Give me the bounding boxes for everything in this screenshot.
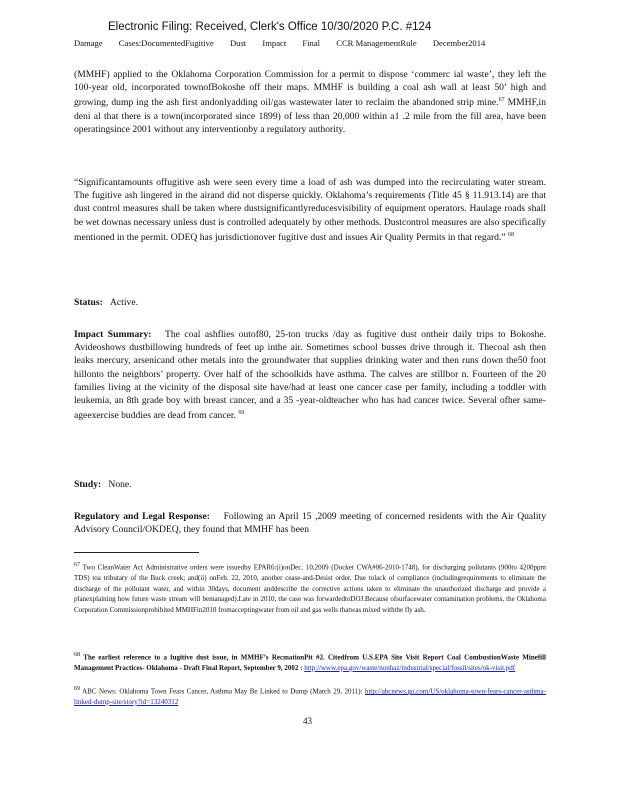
filing-header: Electronic Filing: Received, Clerk's Office 10/30/2020 P.C. #124 xyxy=(108,21,432,33)
regulatory-section xyxy=(74,510,546,536)
running-header-word: Impact xyxy=(262,38,287,48)
study-section xyxy=(74,478,546,491)
study-value: None. xyxy=(108,479,132,490)
status-label: Status: xyxy=(74,297,103,308)
footnote-68 xyxy=(74,650,546,674)
footnote-ref: 69 xyxy=(238,410,245,417)
regulatory-text: Following an April 15 ,2009 meeting of concerned residents with the Air Quality Advisory Council/OKDEQ, they found that MMHF has been xyxy=(74,511,546,536)
running-header-word: Final xyxy=(302,38,321,48)
status-value: Active. xyxy=(110,297,138,308)
intro-paragraph xyxy=(74,68,546,136)
impact-text: The coal ashflies outof80, 25-ton trucks /day as fugitive dust ontheir daily trips to Bokoshe. Avideoshows dustbillowing hundreds of feet up inthe air. Sometimes school busses drive through it. Thecoal ash then leaks mercury, arsenicand other metals into the groundwater that supplies drinking water and then runs down the50 foot hillonto the neighbors’ property. Over half of the schoolkids have asthma. The calves are stillbor n. Fourteen of the 20 families living at the vicinity of the disposal site have/had at least one cancer case per family, including a toddler with leukemia, an 8th grade boy with breast cancer, and a 35 -year-oldteacher who has had cancer twice. Several ofher same-ageexercise buddies are dead from cancer. xyxy=(74,329,546,422)
footnote-67 xyxy=(74,560,546,615)
footnote-text: Two CleanWater Act Administrative orders were issuedby EPAR6:(i)onDec. 10,2009 (Docket CWA#06-2010-1748), for discharging pollutants (900to 4200ppm TDS) toa tributary of the Buck creek; and(ii) onFeb. 22, 2010, another cease-and-Desist order. Due tolack of compliance (includingrequirements to eliminate the discharge of the pollutant water, and within 30days, document anddescribe the corrective actions taken to eliminate the unauthorized discharge and provide a planexplaining how future waste stream will bemanaged).Late in 2010, the case was forwardedtoDOJ.Because ofsurfacewater contamination problems, the Oklahoma Corporation Commissionprohibited MMHFin2010 fromacceptingwater from oil and gas wells thatwas mixed withthe fly ash. xyxy=(74,563,547,614)
quote-paragraph xyxy=(74,176,546,244)
running-header-word: Cases:DocumentedFugitive xyxy=(118,38,214,48)
intro-text: (MMHF) applied to the Oklahoma Corporation Commission for a permit to dispose ‘commerc ial waste’, they left the 100-year old, incorporated townofBokoshe off their maps. MMHF is building a coal ash wall at least 50’ high and growing, dump ing the ash first andonlyadding oil/gas wastewater later to reclaim the abandoned strip mine. xyxy=(74,69,546,109)
quote-text: “Significantamounts offugitive ash were seen every time a load of ash was dumped into the recirculating water stream. The fugitive ash lingered in the airand did not disperse quickly. Oklahoma’s requirements (Title 45 § 11.913.14) are that dust control measures shall be taken where dustsignificantlyreducesvisibility of equipment operators. Haulage roads shall be wet downas necessary unless dust is controlled adequately by other methods. Dustcontrol measures are also specifically mentioned in the permit. ODEQ has jurisdictionover fugitive dust and issues Air Quality Permits in that regard.” xyxy=(74,177,546,243)
footnote-number: 68 xyxy=(74,652,80,658)
footnote-link[interactable]: http://abcnews.go.com/US/oklahoma-town-fears-cancer-asthma-linked-dump-site/story?id=13240312 xyxy=(74,687,546,706)
footnote-text: ABC News: Oklahoma Town Fears Cancer, Asthma May Be Linked to Dump (March 29, 2011): xyxy=(82,687,363,696)
footnote-number: 69 xyxy=(74,686,80,692)
running-header-word: Damage xyxy=(74,38,103,48)
page-number: 43 xyxy=(303,716,312,726)
intro-text-cont: MMHF,in deni al that there is a town(incorporated since 1899) of less than 20,000 within a1 .2 mile from the fill area, have been operatingsince 2001 without any interventionby a regulatory authority. xyxy=(74,97,546,135)
footnote-divider xyxy=(74,552,199,553)
status-section xyxy=(74,296,546,309)
footnote-69 xyxy=(74,684,546,708)
regulatory-label: Regulatory and Legal Response: xyxy=(74,511,210,522)
footnote-link[interactable]: http://www.epa.gov/waste/nonhaz/industrial/special/fossil/sites/ok-visit.pdf xyxy=(304,663,516,672)
running-header-word: December2014 xyxy=(432,38,486,48)
running-header-word: CCR ManagementRule xyxy=(336,38,417,48)
running-header xyxy=(74,38,499,48)
footnote-text: The earliest reference to a fugitive dust issue, in MMHF’s RecmationPit #2. Citedfrom U.S.EPA Site Visit Report Coal CombustionWaste Minefill Management Practices- Oklahoma - Draft Final Report, September 9, 2002 : xyxy=(74,653,546,672)
study-label: Study: xyxy=(74,479,102,490)
impact-section xyxy=(74,328,546,423)
impact-label: Impact Summary: xyxy=(74,329,152,340)
footnote-number: 67 xyxy=(74,562,80,568)
footnote-ref: 67 xyxy=(498,97,505,104)
running-header-word: Dust xyxy=(229,38,247,48)
footnote-ref: 68 xyxy=(508,231,515,238)
